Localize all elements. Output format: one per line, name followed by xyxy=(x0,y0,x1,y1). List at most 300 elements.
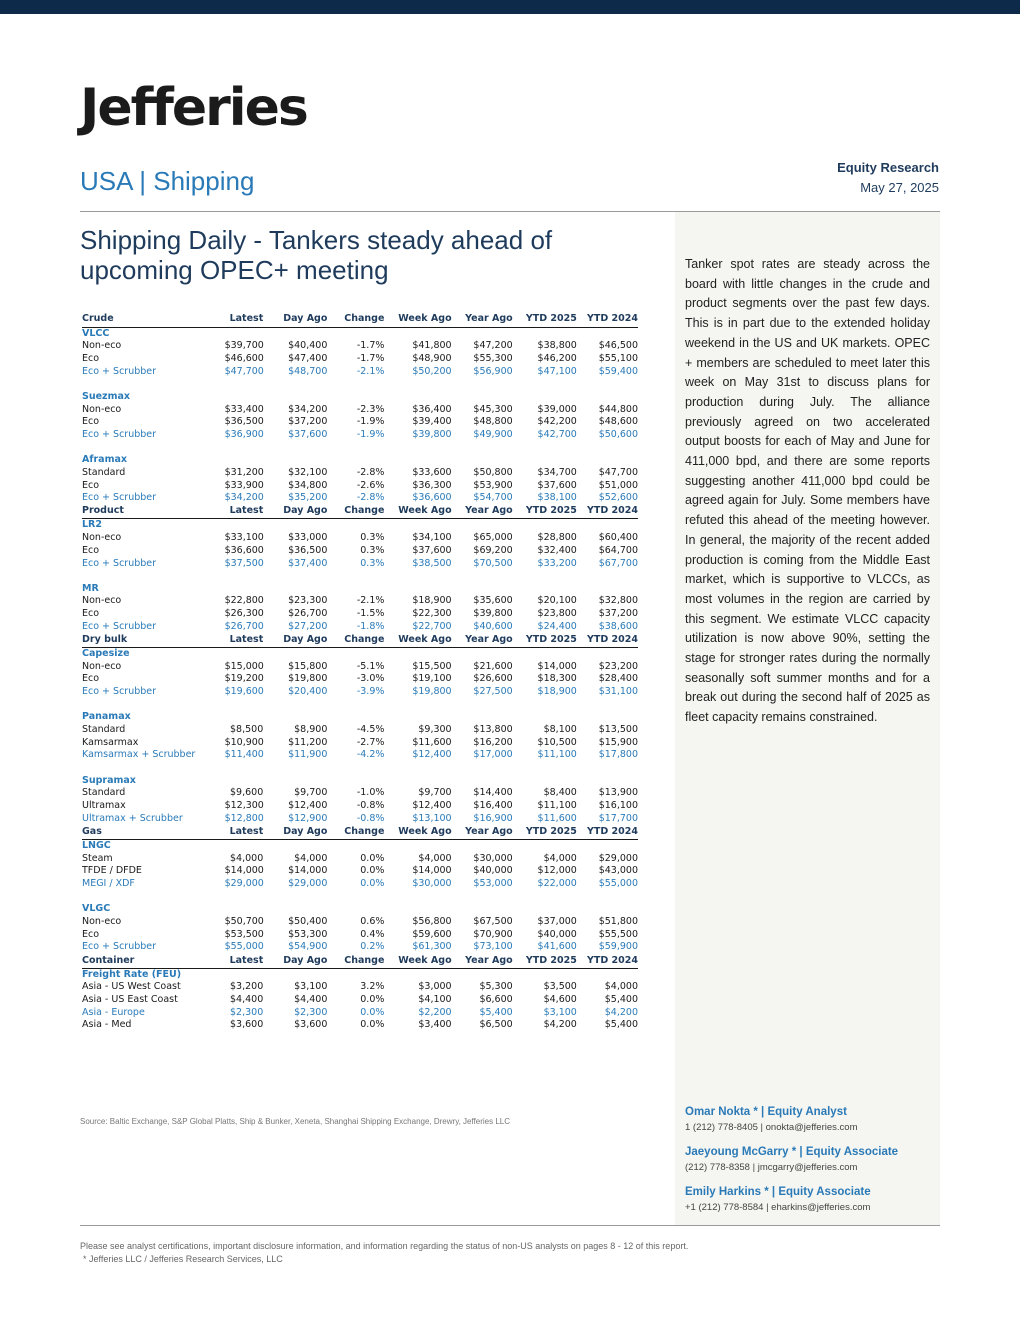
column-header: YTD 2025 xyxy=(513,313,577,327)
cell-value: $33,200 xyxy=(537,557,577,569)
analyst-name: Omar Nokta * | Equity Analyst xyxy=(685,1106,847,1118)
group-spacer xyxy=(82,442,638,455)
group-row xyxy=(82,519,638,532)
cell-value: $41,600 xyxy=(537,941,577,953)
cell-value: -3.9% xyxy=(356,686,385,698)
group-row xyxy=(82,968,638,981)
cell-value: 0.3% xyxy=(360,532,385,544)
cell-value: $44,800 xyxy=(598,403,638,415)
cell-value: $27,500 xyxy=(473,686,513,698)
cell-value: $4,200 xyxy=(543,1019,577,1031)
cell-value: $2,200 xyxy=(418,1006,452,1018)
cell-value: $55,000 xyxy=(598,878,638,890)
row-label: TFDE / DFDE xyxy=(82,865,142,877)
cell-value: $18,900 xyxy=(537,686,577,698)
cell-value: $8,500 xyxy=(230,724,264,736)
table-row xyxy=(82,787,638,800)
group-row xyxy=(82,648,638,661)
cell-value: $19,800 xyxy=(412,686,452,698)
cell-value: $17,700 xyxy=(598,812,638,824)
row-label: Non-eco xyxy=(82,532,122,544)
cell-value: $3,500 xyxy=(543,981,577,993)
cell-value: $22,800 xyxy=(224,595,264,607)
cell-value: $36,300 xyxy=(412,479,452,491)
row-label: Asia - Med xyxy=(82,1019,132,1031)
column-header: Latest xyxy=(225,505,264,519)
cell-value: $54,900 xyxy=(288,941,328,953)
cell-value: $10,900 xyxy=(224,736,264,748)
cell-value: $28,400 xyxy=(598,673,638,685)
row-label: Eco + Scrubber xyxy=(82,492,157,504)
cell-value: $59,900 xyxy=(598,941,638,953)
table-row xyxy=(82,416,638,429)
cell-value: $23,300 xyxy=(288,595,328,607)
column-header: Day Ago xyxy=(263,505,327,519)
cell-value: $33,100 xyxy=(224,532,264,544)
cell-value: $70,900 xyxy=(473,928,513,940)
cell-value: $32,800 xyxy=(598,595,638,607)
cell-value: 0.4% xyxy=(360,928,385,940)
cell-value: $15,000 xyxy=(224,660,264,672)
group-name: LNGC xyxy=(82,840,111,851)
column-header: Day Ago xyxy=(263,826,327,840)
cell-value: 3.2% xyxy=(360,981,385,993)
cell-value: $17,800 xyxy=(598,749,638,761)
cell-value: $13,500 xyxy=(598,724,638,736)
analyst-contact[interactable]: +1 (212) 778-8584 | eharkins@jefferies.com xyxy=(685,1202,871,1213)
group-row xyxy=(82,583,638,596)
group-name: MR xyxy=(82,582,99,594)
cell-value: $47,700 xyxy=(224,365,264,377)
column-header: YTD 2025 xyxy=(513,826,577,840)
cell-value: -0.8% xyxy=(356,812,385,824)
cell-value: $69,200 xyxy=(473,544,513,556)
cell-value: $11,100 xyxy=(537,749,577,761)
cell-value: $16,100 xyxy=(598,800,638,812)
cell-value: $29,000 xyxy=(224,878,264,890)
group-spacer xyxy=(82,378,638,391)
table-row xyxy=(82,404,638,417)
cell-value: $2,300 xyxy=(230,1006,264,1018)
table-row xyxy=(82,929,638,942)
cell-value: $15,800 xyxy=(288,660,328,672)
row-label: Eco xyxy=(82,608,100,620)
cell-value: -4.2% xyxy=(356,749,385,761)
group-spacer xyxy=(82,762,638,775)
cell-value: $4,100 xyxy=(418,994,452,1006)
cell-value: $36,500 xyxy=(224,416,264,428)
column-header: YTD 2025 xyxy=(513,505,577,519)
cell-value: $4,200 xyxy=(604,1006,638,1018)
cell-value: $5,400 xyxy=(479,1006,513,1018)
cell-value: $40,000 xyxy=(473,865,513,877)
row-label: Steam xyxy=(82,852,113,864)
cell-value: $50,800 xyxy=(473,466,513,478)
row-label: Eco + Scrubber xyxy=(82,620,157,632)
column-header: Week Ago xyxy=(384,826,451,840)
cell-value: $42,700 xyxy=(537,428,577,440)
table-row xyxy=(82,1019,638,1032)
cell-value: $53,300 xyxy=(288,928,328,940)
cell-value: $6,500 xyxy=(479,1019,513,1031)
cell-value: $47,700 xyxy=(598,466,638,478)
cell-value: $55,000 xyxy=(224,941,264,953)
column-header: Change xyxy=(327,826,384,840)
cell-value: $12,000 xyxy=(537,865,577,877)
analyst-list xyxy=(685,1104,930,1224)
cell-value: $30,000 xyxy=(473,852,513,864)
group-name: VLCC xyxy=(82,327,110,339)
cell-value: $23,800 xyxy=(537,608,577,620)
cell-value: $48,600 xyxy=(598,416,638,428)
section-title: Gas xyxy=(82,826,225,840)
row-label: Asia - US East Coast xyxy=(82,994,178,1006)
column-header: Week Ago xyxy=(384,505,451,519)
row-label: Asia - Europe xyxy=(82,1006,145,1018)
cell-value: $24,400 xyxy=(537,620,577,632)
footer-disclosure: Please see analyst certifications, important disclosure information, and information regarding the status of non-US analysts on pages 8 - 12 of this report. xyxy=(80,1241,689,1251)
cell-value: $42,200 xyxy=(537,416,577,428)
cell-value: $55,300 xyxy=(473,352,513,364)
table-row xyxy=(82,737,638,750)
cell-value: $4,600 xyxy=(543,994,577,1006)
cell-value: -1.8% xyxy=(356,620,385,632)
group-row xyxy=(82,327,638,340)
cell-value: $56,800 xyxy=(412,916,452,928)
column-header: Change xyxy=(327,505,384,519)
table-row xyxy=(82,916,638,929)
summary-text: Tanker spot rates are steady across the board with little changes in the crude and product segments over the past few days. This is in part due to the extended holiday weekend in the US and UK markets. OPEC + members are scheduled to meet later this week on May 31st to discuss plans for production during July. The alliance previously agreed on two accelerated output boosts for each of May and June for 411,000 bpd, and there are some reports suggesting another 411,000 bpd could be agreed again for July. Some members have refuted this ahead of the meeting however. In general, the majority of the recent added production is coming from the Middle East market, which is supportive to VLCCs, as most volumes in the region are carried by this segment. We estimate VLCC capacity utilization is now above 90%, setting the stage for stronger rates during the normally seasonally soft summer months and for a break out during the second half of 2025 as fleet capacity remains constrained. xyxy=(685,257,930,725)
footer-divider xyxy=(80,1225,940,1226)
cell-value: $8,900 xyxy=(294,724,328,736)
cell-value: $20,100 xyxy=(537,595,577,607)
group-row xyxy=(82,775,638,788)
cell-value: $22,700 xyxy=(412,620,452,632)
cell-value: $3,400 xyxy=(418,1019,452,1031)
cell-value: $3,600 xyxy=(230,1019,264,1031)
cell-value: $14,000 xyxy=(288,865,328,877)
cell-value: $27,200 xyxy=(288,620,328,632)
cell-value: $11,400 xyxy=(224,749,264,761)
cell-value: $2,300 xyxy=(294,1006,328,1018)
cell-value: -1.9% xyxy=(356,428,385,440)
cell-value: $30,000 xyxy=(412,878,452,890)
row-label: Eco + Scrubber xyxy=(82,428,157,440)
section-header-row xyxy=(82,954,638,968)
column-header: YTD 2024 xyxy=(577,826,638,840)
cell-value: $26,600 xyxy=(473,673,513,685)
section-title: Crude xyxy=(82,313,225,327)
cell-value: $45,300 xyxy=(473,403,513,415)
rates-table xyxy=(82,313,638,1032)
group-name: Supramax xyxy=(82,774,136,786)
cell-value: -3.0% xyxy=(356,673,385,685)
cell-value: $53,500 xyxy=(224,928,264,940)
group-name: LR2 xyxy=(82,519,102,531)
cell-value: $35,600 xyxy=(473,595,513,607)
cell-value: $67,700 xyxy=(598,557,638,569)
cell-value: $34,200 xyxy=(224,492,264,504)
table-row xyxy=(82,621,638,634)
analyst-contact[interactable]: 1 (212) 778-8405 | onokta@jefferies.com xyxy=(685,1122,858,1133)
column-header: Change xyxy=(327,313,384,327)
cell-value: $11,100 xyxy=(537,800,577,812)
cell-value: $4,000 xyxy=(230,852,264,864)
cell-value: $36,900 xyxy=(224,428,264,440)
cell-value: 0.2% xyxy=(360,941,385,953)
cell-value: $12,400 xyxy=(288,800,328,812)
section-title: Dry bulk xyxy=(82,634,225,648)
cell-value: $55,100 xyxy=(598,352,638,364)
cell-value: 0.0% xyxy=(360,1006,385,1018)
cell-value: $12,400 xyxy=(412,800,452,812)
section-header-row xyxy=(82,505,638,519)
group-name: VLGC xyxy=(82,903,111,915)
group-row xyxy=(82,454,638,467)
cell-value: $54,700 xyxy=(473,492,513,504)
cell-value: $34,700 xyxy=(537,466,577,478)
cell-value: $15,900 xyxy=(598,736,638,748)
cell-value: $29,000 xyxy=(288,878,328,890)
section-header-row xyxy=(82,313,638,327)
table-row xyxy=(82,724,638,737)
group-row xyxy=(82,903,638,916)
row-label: Non-eco xyxy=(82,340,122,352)
table-row xyxy=(82,941,638,954)
cell-value: $14,000 xyxy=(537,660,577,672)
cell-value: $40,000 xyxy=(537,928,577,940)
analyst-contact[interactable]: (212) 778-8358 | jmcgarry@jefferies.com xyxy=(685,1162,858,1173)
cell-value: -2.8% xyxy=(356,466,385,478)
group-name: Panamax xyxy=(82,711,131,723)
cell-value: $47,100 xyxy=(537,365,577,377)
table-row xyxy=(82,558,638,571)
cell-value: $65,000 xyxy=(473,532,513,544)
cell-value: $40,400 xyxy=(288,340,328,352)
cell-value: $23,200 xyxy=(598,660,638,672)
row-label: Standard xyxy=(82,466,126,478)
cell-value: $14,000 xyxy=(224,865,264,877)
column-header: Latest xyxy=(225,826,264,840)
column-header: Day Ago xyxy=(263,954,327,968)
column-header: YTD 2024 xyxy=(577,954,638,968)
cell-value: $49,900 xyxy=(473,428,513,440)
cell-value: $34,100 xyxy=(412,532,452,544)
cell-value: $67,500 xyxy=(473,916,513,928)
row-label: Asia - US West Coast xyxy=(82,981,181,993)
column-header: Year Ago xyxy=(452,826,513,840)
row-label: Kamsarmax + Scrubber xyxy=(82,749,196,761)
column-header: YTD 2025 xyxy=(513,634,577,648)
cell-value: $38,500 xyxy=(412,557,452,569)
column-header: Day Ago xyxy=(263,313,327,327)
cell-value: $4,000 xyxy=(604,981,638,993)
cell-value: -1.9% xyxy=(356,416,385,428)
cell-value: 0.0% xyxy=(360,994,385,1006)
cell-value: $3,200 xyxy=(230,981,264,993)
report-headline: Shipping Daily - Tankers steady ahead of upcoming OPEC+ meeting xyxy=(80,225,553,285)
table-row xyxy=(82,686,638,699)
cell-value: $22,000 xyxy=(537,878,577,890)
cell-value: $12,300 xyxy=(224,800,264,812)
cell-value: $26,700 xyxy=(224,620,264,632)
cell-value: $11,600 xyxy=(537,812,577,824)
cell-value: $37,000 xyxy=(537,916,577,928)
table-row xyxy=(82,994,638,1007)
cell-value: $38,100 xyxy=(537,492,577,504)
cell-value: $16,200 xyxy=(473,736,513,748)
column-header: Latest xyxy=(225,634,264,648)
column-header: Year Ago xyxy=(452,313,513,327)
cell-value: $16,400 xyxy=(473,800,513,812)
cell-value: $9,600 xyxy=(230,787,264,799)
group-name: Capesize xyxy=(82,648,130,660)
cell-value: $6,600 xyxy=(479,994,513,1006)
cell-value: $39,000 xyxy=(537,403,577,415)
column-header: Year Ago xyxy=(452,505,513,519)
cell-value: $14,400 xyxy=(473,787,513,799)
cell-value: $22,300 xyxy=(412,608,452,620)
cell-value: $46,500 xyxy=(598,340,638,352)
cell-value: $4,000 xyxy=(294,852,328,864)
cell-value: $38,600 xyxy=(598,620,638,632)
cell-value: $39,400 xyxy=(412,416,452,428)
cell-value: -1.7% xyxy=(356,352,385,364)
cell-value: $3,100 xyxy=(543,1006,577,1018)
row-label: Non-eco xyxy=(82,595,122,607)
top-banner xyxy=(0,0,1020,14)
cell-value: $47,400 xyxy=(288,352,328,364)
cell-value: $36,600 xyxy=(412,492,452,504)
cell-value: $37,500 xyxy=(224,557,264,569)
cell-value: $4,000 xyxy=(543,852,577,864)
cell-value: -2.7% xyxy=(356,736,385,748)
cell-value: $37,200 xyxy=(288,416,328,428)
cell-value: $37,600 xyxy=(288,428,328,440)
cell-value: $8,100 xyxy=(543,724,577,736)
section-header-row xyxy=(82,634,638,648)
row-label: Eco xyxy=(82,928,100,940)
table-row xyxy=(82,353,638,366)
cell-value: $51,000 xyxy=(598,479,638,491)
cell-value: $39,800 xyxy=(473,608,513,620)
group-spacer xyxy=(82,699,638,712)
cell-value: 0.0% xyxy=(360,1019,385,1031)
analyst-name: Emily Harkins * | Equity Associate xyxy=(685,1186,871,1198)
cell-value: $19,200 xyxy=(224,673,264,685)
cell-value: $64,700 xyxy=(598,544,638,556)
table-row xyxy=(82,545,638,558)
row-label: Eco xyxy=(82,544,100,556)
source-note: Source: Baltic Exchange, S&P Global Platts, Ship & Bunker, Xeneta, Shanghai Shipping Exchange, Drewry, Jefferies LLC xyxy=(80,1117,511,1126)
row-label: Non-eco xyxy=(82,660,122,672)
cell-value: $61,300 xyxy=(412,941,452,953)
table-row xyxy=(82,480,638,493)
cell-value: $31,100 xyxy=(598,686,638,698)
cell-value: $48,800 xyxy=(473,416,513,428)
group-name: Aframax xyxy=(82,454,128,466)
group-row xyxy=(82,711,638,724)
cell-value: $3,000 xyxy=(418,981,452,993)
cell-value: $18,300 xyxy=(537,673,577,685)
cell-value: -5.1% xyxy=(356,660,385,672)
cell-value: 0.0% xyxy=(360,852,385,864)
cell-value: $36,500 xyxy=(288,544,328,556)
column-header: YTD 2024 xyxy=(577,505,638,519)
row-label: MEGI / XDF xyxy=(82,878,135,890)
table-row xyxy=(82,467,638,480)
cell-value: $9,700 xyxy=(294,787,328,799)
cell-value: $60,400 xyxy=(598,532,638,544)
cell-value: -1.7% xyxy=(356,340,385,352)
cell-value: -1.0% xyxy=(356,787,385,799)
cell-value: $13,800 xyxy=(473,724,513,736)
cell-value: $37,600 xyxy=(412,544,452,556)
column-header: Week Ago xyxy=(384,954,451,968)
cell-value: -2.1% xyxy=(356,365,385,377)
cell-value: -2.6% xyxy=(356,479,385,491)
row-label: Eco xyxy=(82,479,100,491)
row-label: Eco xyxy=(82,352,100,364)
cell-value: $55,500 xyxy=(598,928,638,940)
cell-value: 0.6% xyxy=(360,916,385,928)
cell-value: $48,700 xyxy=(288,365,328,377)
row-label: Non-eco xyxy=(82,403,122,415)
cell-value: -0.8% xyxy=(356,800,385,812)
cell-value: $41,800 xyxy=(412,340,452,352)
table-row xyxy=(82,492,638,505)
cell-value: $16,900 xyxy=(473,812,513,824)
cell-value: $19,800 xyxy=(288,673,328,685)
group-name: Freight Rate (FEU) xyxy=(82,968,182,980)
cell-value: -1.5% xyxy=(356,608,385,620)
table-row xyxy=(82,800,638,813)
row-label: Eco + Scrubber xyxy=(82,365,157,377)
cell-value: $11,600 xyxy=(412,736,452,748)
cell-value: -2.1% xyxy=(356,595,385,607)
cell-value: $9,300 xyxy=(418,724,452,736)
cell-value: -2.3% xyxy=(356,403,385,415)
row-label: Ultramax + Scrubber xyxy=(82,812,183,824)
cell-value: $26,700 xyxy=(288,608,328,620)
cell-value: $28,800 xyxy=(537,532,577,544)
cell-value: $8,400 xyxy=(543,787,577,799)
row-label: Eco + Scrubber xyxy=(82,941,157,953)
cell-value: $50,700 xyxy=(224,916,264,928)
cell-value: $50,400 xyxy=(288,916,328,928)
cell-value: $4,000 xyxy=(418,852,452,864)
group-row xyxy=(82,391,638,404)
analyst-name: Jaeyoung McGarry * | Equity Associate xyxy=(685,1146,899,1158)
sector-label: USA | Shipping xyxy=(80,166,255,196)
table-row xyxy=(82,608,638,621)
row-label: Non-eco xyxy=(82,916,122,928)
column-header: Change xyxy=(327,634,384,648)
table-row xyxy=(82,981,638,994)
column-header: Change xyxy=(327,954,384,968)
row-label: Eco xyxy=(82,673,100,685)
cell-value: $12,400 xyxy=(412,749,452,761)
table-row xyxy=(82,865,638,878)
cell-value: $11,900 xyxy=(288,749,328,761)
cell-value: $39,800 xyxy=(412,428,452,440)
cell-value: $13,900 xyxy=(598,787,638,799)
group-row xyxy=(82,840,638,853)
analyst-card xyxy=(685,1104,930,1144)
cell-value: $20,400 xyxy=(288,686,328,698)
group-spacer xyxy=(82,891,638,904)
table-row xyxy=(82,661,638,674)
